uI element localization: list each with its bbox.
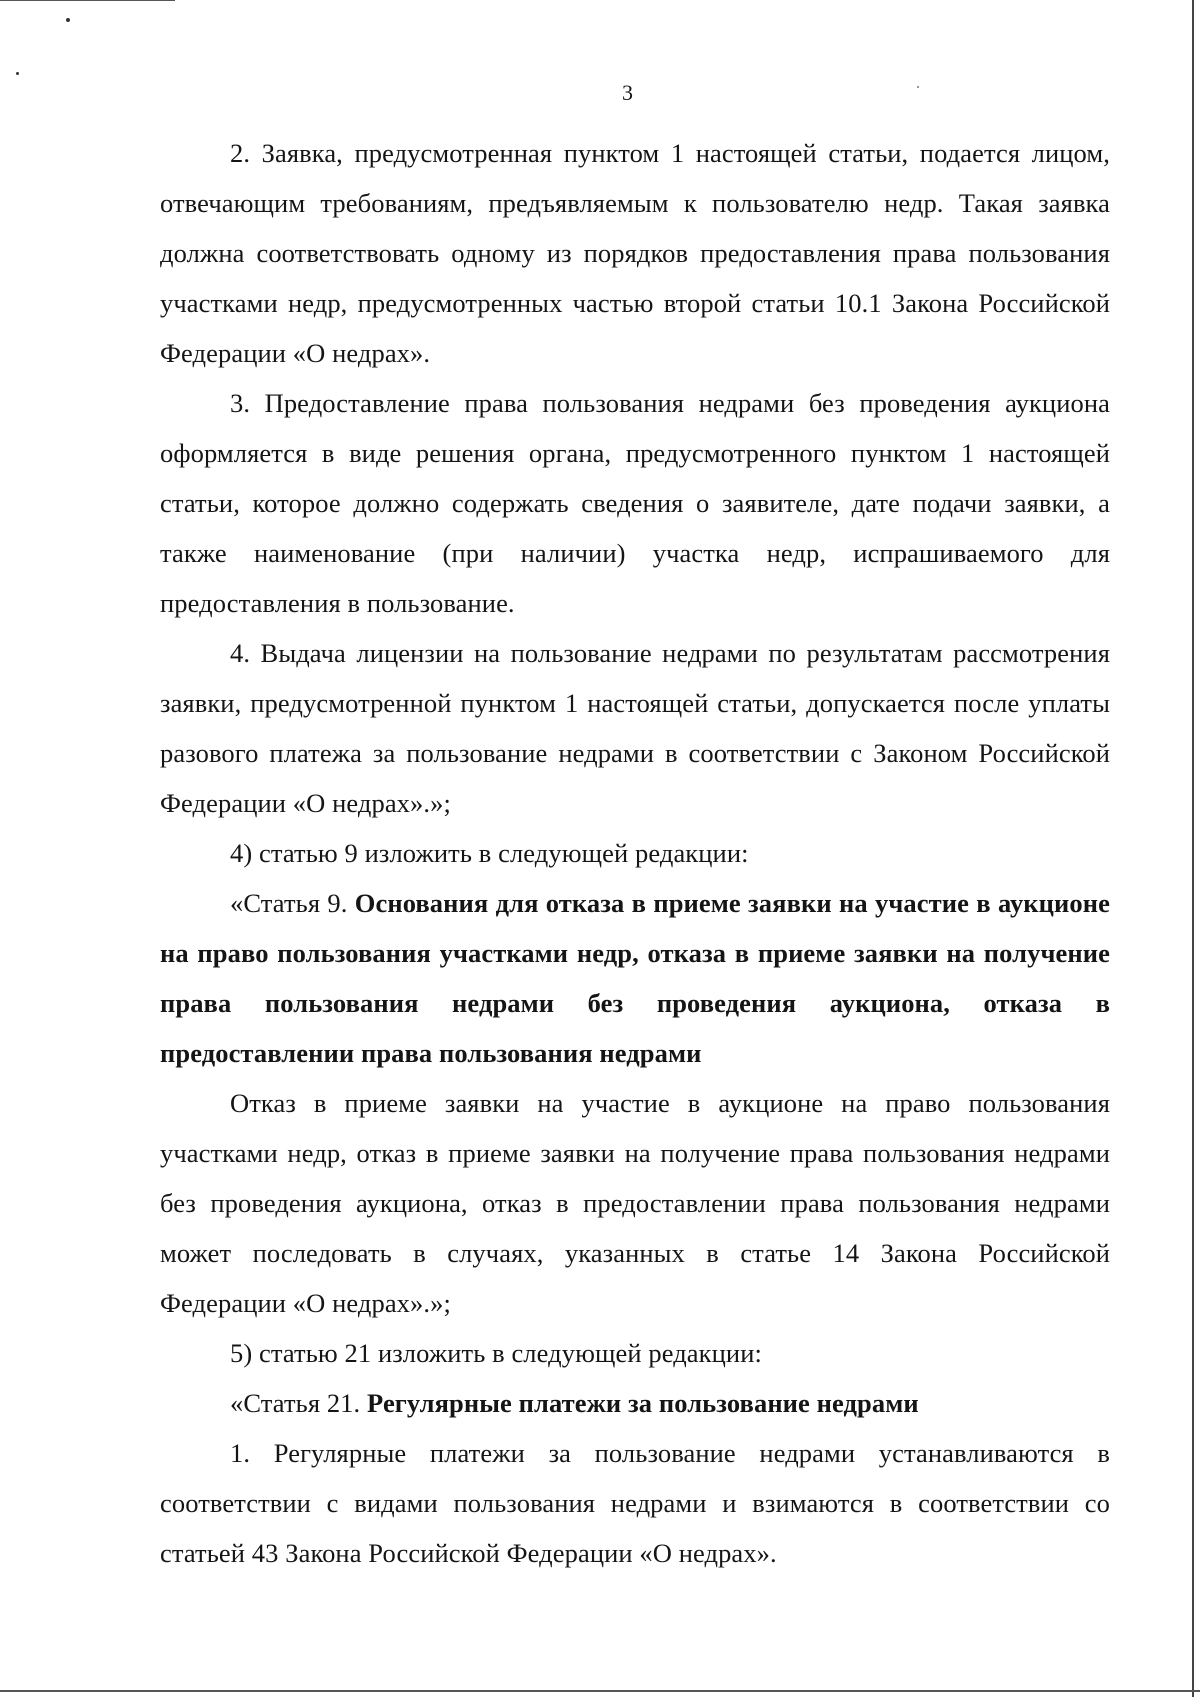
article-21-paragraph-1: 1. Регулярные платежи за пользование недрами устанавливаются в соответствии с видами пользования недрами и взимаются в соответствии со статьей 43 Закона Российской Федерации «О недрах». [160,1438,1110,1568]
document-body [160,128,1110,1578]
amendment-item-5: 5) статью 21 изложить в следующей редакции: [230,1338,762,1368]
scan-border-top [0,0,175,1]
scan-border-bottom [0,1690,1200,1692]
article-9-prefix: «Статья 9. [230,888,355,918]
article-9-title: Основания для отказа в приеме заявки на участие в аукционе на право пользования участками недр, отказа в приеме заявки на получение права пользования недрами без проведения аукциона, отказа в предоставлении права пользования недрами [160,888,1110,1068]
page-number: 3 [622,80,633,105]
paragraph-3: 3. Предоставление права пользования недрами без проведения аукциона оформляется в виде решения органа, предусмотренного пунктом 1 настоящей статьи, которое должно содержать сведения о заявителе, дате подачи заявки, а также наименование (при наличии) участка недр, испрашиваемого для предоставления в пользование. [160,388,1110,618]
paragraph-2: 2. Заявка, предусмотренная пунктом 1 настоящей статьи, подается лицом, отвечающим требованиям, предъявляемым к пользователю недр. Такая заявка должна соответствовать одному из порядков предоставления права пользования участками недр, предусмотренных частью второй статьи 10.1 Закона Российской Федерации «О недрах». [160,138,1110,368]
scan-speck [16,72,19,75]
article-9-heading [160,878,1110,1078]
article-21-prefix: «Статья 21. [230,1388,367,1418]
paragraph-4: 4. Выдача лицензии на пользование недрами по результатам рассмотрения заявки, предусмотренной пунктом 1 настоящей статьи, допускается после уплаты разового платежа за пользование недрами в соответствии с Законом Российской Федерации «О недрах».»; [160,638,1110,818]
article-21-heading [160,1378,1110,1428]
amendment-item-4: 4) статью 9 изложить в следующей редакции: [230,838,749,868]
scan-border-right [1192,0,1194,1697]
article-9-body: Отказ в приеме заявки на участие в аукционе на право пользования участками недр, отказ в приеме заявки на получение права пользования недрами без проведения аукциона, отказ в предоставлении права пользования недрами может последовать в случаях, указанных в статье 14 Закона Российской Федерации «О недрах».»; [160,1088,1110,1318]
article-21-title: Регулярные платежи за пользование недрами [367,1388,919,1418]
scan-speck [66,18,70,22]
